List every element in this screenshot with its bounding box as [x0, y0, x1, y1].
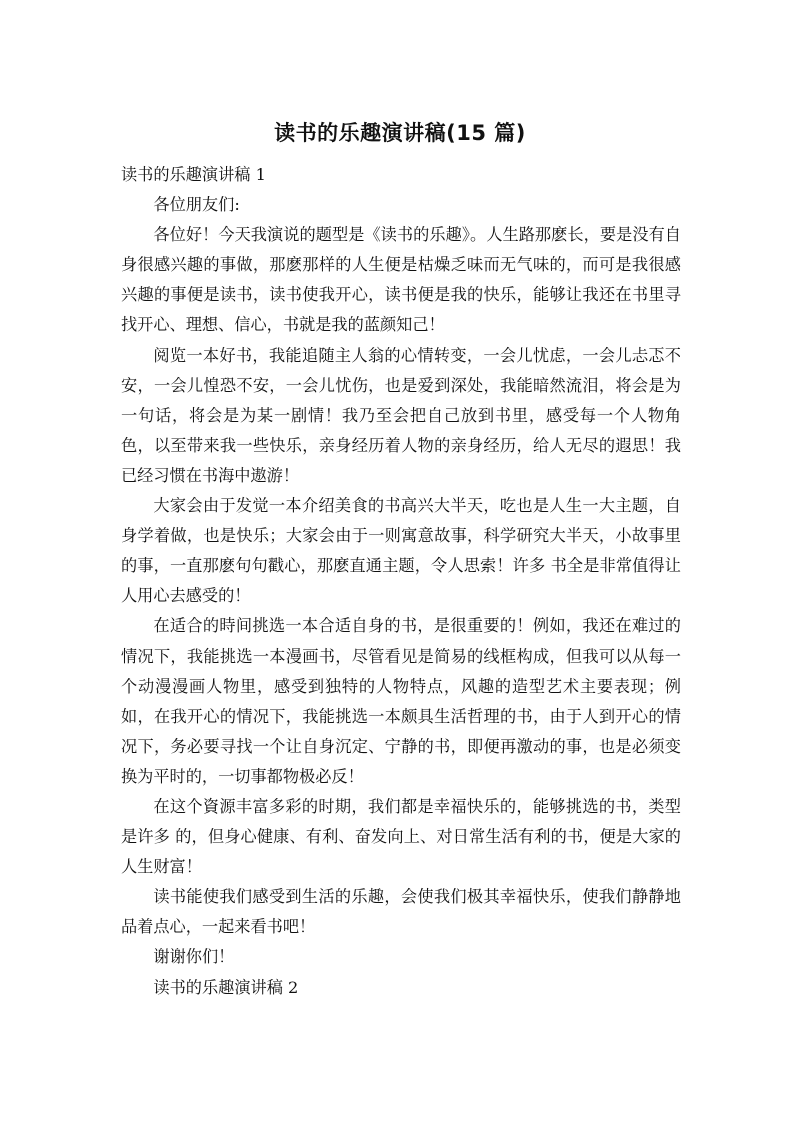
paragraph-4: 在适合的時间挑选一本合适自身的书，是很重要的！例如，我还在难过的情况下，我能挑选一本漫画书，尽管看见是简易的线框构成，但我可以从每一个动漫漫画人物里，感受到独特的人物特点，风趣的造型艺术主要表现；例如，在我开心的情况下，我能挑选一本颇具生活哲理的书，由于人到开心的情况下，务必要寻找一个让自身沉定、宁静的书，即便再激动的事，也是必须变换为平时的，一切事都物极必反！	[121, 616, 681, 786]
paragraph-6: 读书能使我们感受到生活的乐趣，会使我们极其幸福快乐，使我们静静地品着点心，一起来看书吧！	[121, 887, 681, 937]
paragraph-2: 阅览一本好书，我能追随主人翁的心情转变，一会儿忧虑，一会儿忐忑不安，一会儿惶恐不安，一会儿忧伤，也是爱到深处，我能暗然流泪，将会是为一句话，将会是为某一剧情！我乃至会把自己放到书里，感受每一个人物角色，以至带来我一些快乐，亲身经历着人物的亲身经历，给人无尽的遐思！我已经习惯在书海中遨游！	[121, 345, 681, 485]
document-body	[121, 160, 681, 1003]
paragraph-1: 各位好！今天我演说的题型是《读书的乐趣》。人生路那麽长，要是没有自身很感兴趣的事做，那麽那样的人生便是枯燥乏味而无气味的，而可是我很感兴趣的事便是读书，读书使我开心，读书便是我的快乐，能够让我还在书里寻找开心、理想、信心，书就是我的蓝颜知己！	[121, 225, 681, 335]
section-heading-1: 读书的乐趣演讲稿 1	[121, 165, 266, 184]
closing-line: 谢谢你们！	[153, 947, 235, 967]
section-heading-2: 读书的乐趣演讲稿 2	[153, 977, 299, 997]
paragraph-5: 在这个資源丰富多彩的时期，我们都是幸福快乐的，能够挑选的书，类型是许多 的，但身心健康、有利、奋发向上、对日常生活有利的书，便是大家的人生财富！	[121, 796, 681, 877]
paragraph-3: 大家会由于发觉一本介绍美食的书高兴大半天，吃也是人生一大主题，自身学着做，也是快乐；大家会由于一则寓意故事，科学研究大半天，小故事里的事，一直那麽句句戳心，那麽直通主题，令人思索！许多 书全是非常值得让人用心去感受的！	[121, 496, 681, 606]
greeting-line: 各位朋友们:	[153, 195, 240, 215]
document-title: 读书的乐趣演讲稿(15 篇)	[274, 121, 526, 145]
